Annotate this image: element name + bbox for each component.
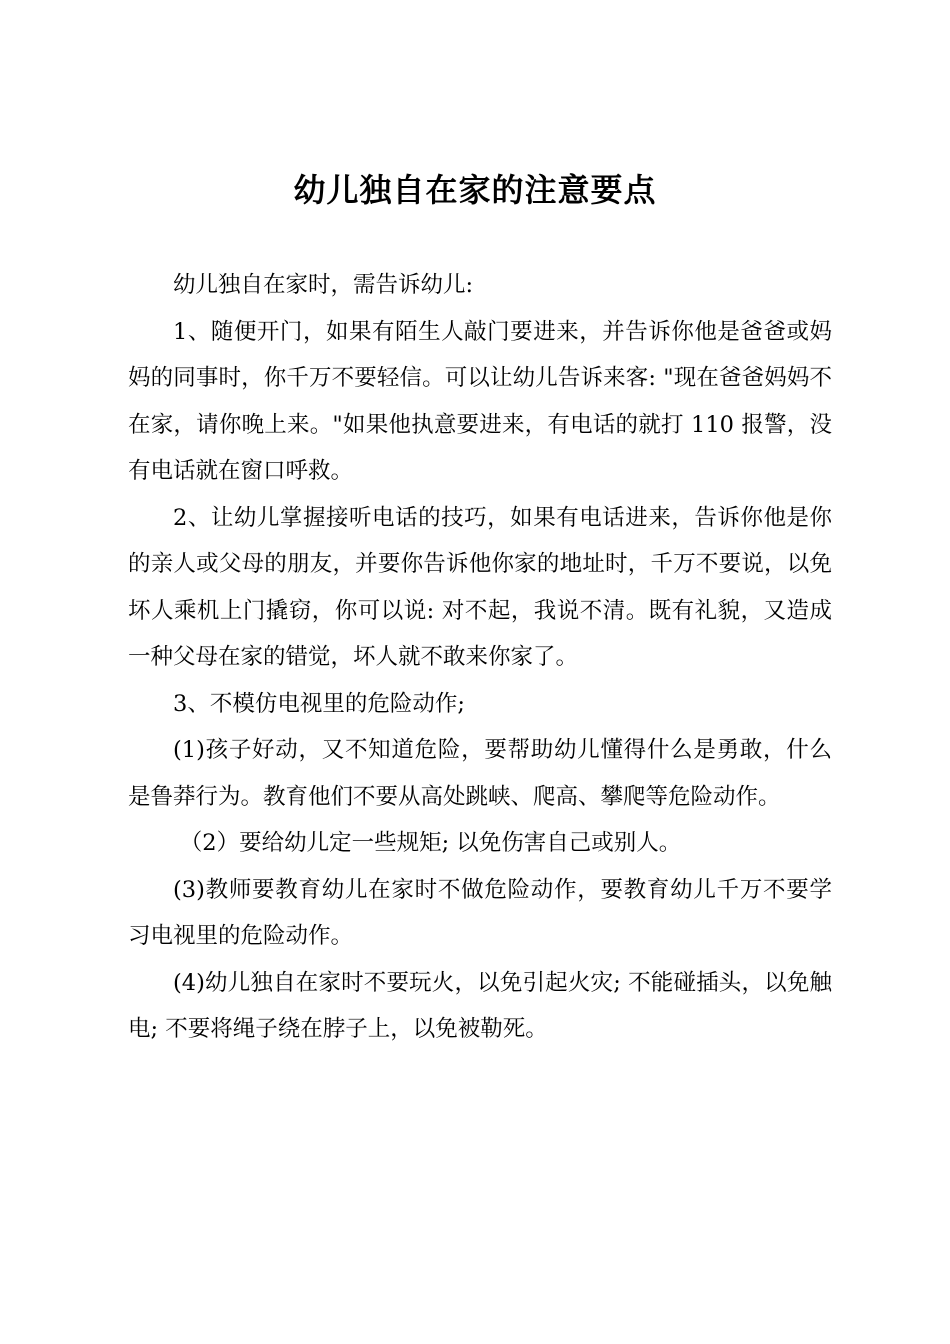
document-body <box>128 262 832 1053</box>
rule-3-sub-2-paragraph: （2）要给幼儿定一些规矩; 以免伤害自己或别人。 <box>179 830 682 856</box>
rule-3-sub-1-paragraph: (1)孩子好动，又不知道危险，要帮助幼儿懂得什么是勇敢，什么是鲁莽行为。教育他们不要从高处跳峡、爬高、攀爬等危险动作。 <box>128 737 832 810</box>
rule-2-paragraph: 2、让幼儿掌握接听电话的技巧，如果有电话进来，告诉你他是你的亲人或父母的朋友，并要你告诉他你家的地址时，千万不要说，以免坏人乘机上门撬窃，你可以说: 对不起，我说不清。既有礼貌，又造成一种父母在家的错觉，坏人就不敢来你家了。 <box>128 504 832 670</box>
intro-paragraph: 幼儿独自在家时，需告诉幼儿: <box>173 272 474 298</box>
rule-3-paragraph: 3、不模仿电视里的危险动作; <box>173 690 465 717</box>
rule-3-sub-3-paragraph: (3)教师要教育幼儿在家时不做危险动作，要教育幼儿千万不要学习电视里的危险动作。 <box>128 876 832 949</box>
rule-1-paragraph: 1、随便开门，如果有陌生人敲门要进来，并告诉你他是爸爸或妈妈的同事时，你千万不要轻信。可以让幼儿告诉来客: "现在爸爸妈妈不在家，请你晚上来。"如果他执意要进来，有电话的就打 110 报警，没有电话就在窗口呼救。 <box>128 318 832 484</box>
rule-3-sub-4-paragraph: (4)幼儿独自在家时不要玩火，以免引起火灾; 不能碰插头，以免触电; 不要将绳子绕在脖子上，以免被勒死。 <box>128 969 832 1042</box>
document-title: 幼儿独自在家的注意要点 <box>293 171 657 209</box>
